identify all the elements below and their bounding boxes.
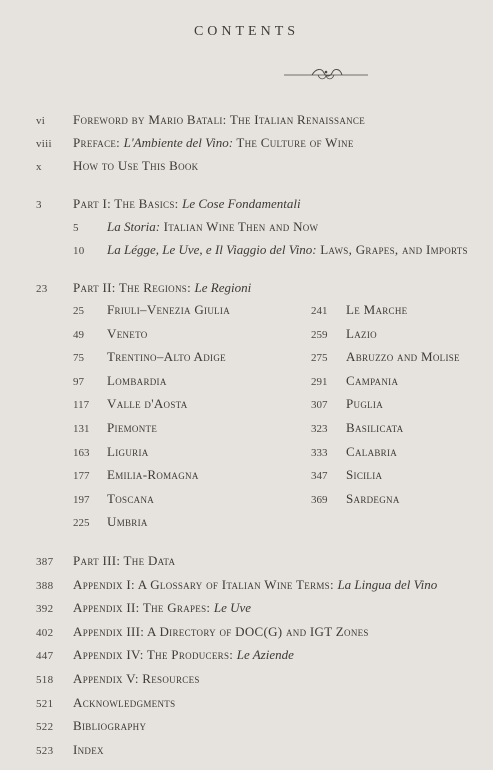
region-name: Friuli–Venezia Giulia bbox=[107, 302, 231, 317]
page-number: 177 bbox=[73, 470, 90, 483]
page-number: 369 bbox=[311, 493, 328, 506]
toc-entry[interactable] bbox=[0, 600, 493, 620]
region-name: Abruzzo and Molise bbox=[346, 349, 460, 365]
page-number: 291 bbox=[311, 375, 328, 388]
toc-entry[interactable] bbox=[0, 553, 493, 573]
page-number: 25 bbox=[73, 305, 84, 317]
page-number: 447 bbox=[36, 650, 54, 663]
region-name: Liguria bbox=[107, 443, 149, 459]
toc-entry[interactable] bbox=[0, 695, 493, 715]
entry-title: Appendix II: The Grapes: Le Uve bbox=[73, 600, 252, 616]
toc-subentry[interactable] bbox=[0, 219, 493, 239]
page-number: 10 bbox=[73, 245, 85, 257]
page-number: 323 bbox=[311, 423, 328, 435]
toc-entry[interactable] bbox=[0, 624, 493, 644]
toc-entry[interactable] bbox=[0, 158, 493, 178]
entry-title: Appendix III: A Directory of DOC(G) and IGT Zones bbox=[73, 623, 369, 639]
toc-entry[interactable] bbox=[0, 577, 493, 597]
page-number: 522 bbox=[36, 721, 54, 734]
region-name: Basilicata bbox=[346, 420, 404, 435]
region-name: Le Marche bbox=[346, 302, 408, 317]
toc-subentry[interactable] bbox=[0, 242, 493, 262]
page-number: 197 bbox=[73, 493, 90, 506]
region-name: Campania bbox=[346, 372, 399, 388]
entry-title: Appendix IV: The Producers: Le Aziende bbox=[73, 647, 294, 663]
flourish-ornament-icon bbox=[282, 63, 370, 85]
region-name: Lombardia bbox=[107, 372, 167, 388]
page-number: 347 bbox=[311, 470, 328, 483]
region-entry[interactable] bbox=[0, 514, 493, 534]
region-name: Valle d'Aosta bbox=[107, 396, 188, 412]
page-number: 75 bbox=[73, 352, 84, 365]
region-entry[interactable] bbox=[0, 396, 493, 416]
region-entry[interactable] bbox=[0, 467, 493, 487]
region-name: Puglia bbox=[346, 396, 384, 412]
page-number: vi bbox=[36, 115, 46, 127]
region-entry[interactable] bbox=[0, 349, 493, 369]
entry-title: Part II: The Regions: Le Regioni bbox=[73, 280, 252, 295]
entry-title: La Légge, Le Uve, e Il Viaggio del Vino: Laws, Grapes, and Imports bbox=[107, 242, 468, 257]
entry-title: Appendix V: Resources bbox=[73, 671, 200, 686]
toc-entry[interactable] bbox=[0, 135, 493, 155]
region-entry[interactable] bbox=[0, 373, 493, 393]
page-number: 241 bbox=[311, 305, 328, 317]
region-entry[interactable] bbox=[0, 444, 493, 464]
region-entry[interactable] bbox=[0, 420, 493, 440]
region-entry[interactable] bbox=[0, 491, 493, 511]
page-number: 49 bbox=[73, 328, 84, 341]
region-name: Trentino–Alto Adige bbox=[107, 349, 226, 365]
entry-title: La Storia: Italian Wine Then and Now bbox=[107, 219, 319, 234]
page-number: 23 bbox=[36, 283, 48, 295]
entry-title: Preface: L'Ambiente del Vino: The Culture of Wine bbox=[73, 135, 354, 150]
toc-entry-part-2[interactable] bbox=[0, 280, 493, 300]
region-name: Emilia-Romagna bbox=[107, 467, 199, 483]
page-number: 392 bbox=[36, 603, 54, 616]
region-name: Veneto bbox=[107, 325, 148, 341]
entry-title: Acknowledgments bbox=[73, 694, 176, 710]
page-number: 521 bbox=[36, 697, 54, 710]
entry-title: Part I: The Basics: Le Cose Fondamentali bbox=[73, 196, 301, 211]
region-entry[interactable] bbox=[0, 302, 493, 322]
page-number: 523 bbox=[36, 744, 54, 757]
page-number: 131 bbox=[73, 423, 90, 435]
page-number: 387 bbox=[36, 556, 54, 568]
region-name: Sicilia bbox=[346, 467, 383, 483]
page-number: 117 bbox=[73, 399, 90, 412]
page-number: 5 bbox=[73, 222, 79, 234]
toc-entry[interactable] bbox=[0, 742, 493, 762]
toc-entry[interactable] bbox=[0, 671, 493, 691]
page-number: 259 bbox=[311, 328, 328, 341]
region-name: Lazio bbox=[346, 325, 377, 341]
region-name: Calabria bbox=[346, 443, 398, 459]
page-number: 402 bbox=[36, 626, 54, 639]
region-name: Piemonte bbox=[107, 420, 158, 435]
toc-entry[interactable] bbox=[0, 112, 493, 132]
page-number: 518 bbox=[36, 674, 54, 686]
region-name: Toscana bbox=[107, 490, 155, 506]
region-name: Sardegna bbox=[346, 490, 400, 506]
toc-entry[interactable] bbox=[0, 647, 493, 667]
page-title: CONTENTS bbox=[193, 24, 300, 39]
page-number: 163 bbox=[73, 446, 90, 459]
region-name: Umbria bbox=[107, 514, 148, 530]
page-number: 388 bbox=[36, 579, 54, 592]
toc-entry[interactable] bbox=[0, 718, 493, 738]
page-number: 333 bbox=[311, 446, 328, 459]
page-number: 225 bbox=[73, 517, 90, 530]
entry-title: Index bbox=[73, 741, 104, 757]
page-number: x bbox=[36, 161, 42, 173]
page-number: 307 bbox=[311, 399, 328, 412]
entry-title: Foreword by Mario Batali: The Italian Renaissance bbox=[73, 112, 366, 127]
toc-entry-part-1[interactable] bbox=[0, 196, 493, 216]
page-number: viii bbox=[36, 138, 52, 150]
page-number: 275 bbox=[311, 352, 328, 365]
region-entry[interactable] bbox=[0, 326, 493, 346]
page-number: 3 bbox=[36, 199, 42, 211]
entry-title: Part III: The Data bbox=[73, 553, 176, 568]
entry-title: Bibliography bbox=[73, 718, 147, 734]
entry-title: How to Use This Book bbox=[73, 158, 199, 173]
entry-title: Appendix I: A Glossary of Italian Wine Terms: La Lingua del Vino bbox=[73, 576, 438, 592]
page-number: 97 bbox=[73, 375, 84, 388]
